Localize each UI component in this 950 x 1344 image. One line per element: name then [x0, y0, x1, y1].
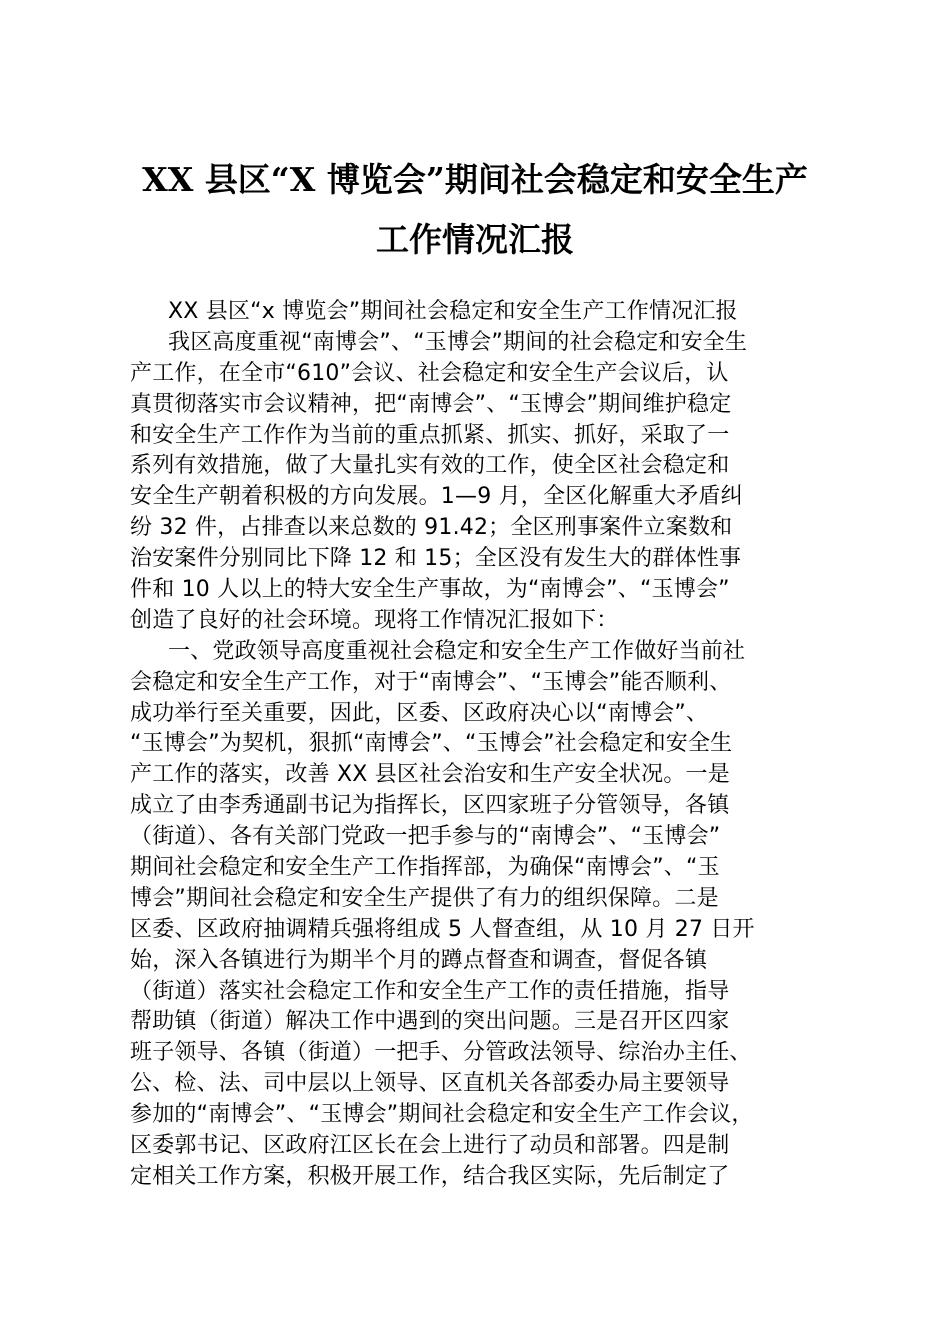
document-body — [130, 297, 830, 1193]
body-line: 件和 10 人以上的特大安全生产事故，为“南博会”、“玉博会” — [130, 577, 730, 603]
body-line: 一、党政领导高度重视社会稳定和安全生产工作做好当前社 — [168, 638, 746, 664]
body-line: 真贯彻落实市会议精神，把“南博会”、“玉博会”期间维护稳定 — [130, 391, 732, 417]
body-line: 和安全生产工作作为当前的重点抓紧、抓实、抓好，采取了一 — [130, 422, 730, 448]
document-title-line-2: 工作情况汇报 — [376, 220, 574, 259]
body-line: 班子领导、各镇（街道）一把手、分管政法领导、综治办主任、 — [130, 1040, 752, 1066]
body-line: 区委、区政府抽调精兵强将组成 5 人督查组，从 10 月 27 日开 — [130, 916, 755, 942]
body-line: 安全生产朝着积极的方向发展。1—9 月，全区化解重大矛盾纠 — [130, 484, 743, 510]
body-line: XX 县区“x 博览会”期间社会稳定和安全生产工作情况汇报 — [168, 299, 738, 324]
body-line: 参加的“南博会”、“玉博会”期间社会稳定和安全生产工作会议， — [130, 1102, 754, 1128]
body-line: 成立了由李秀通副书记为指挥长，区四家班子分管领导，各镇 — [130, 793, 730, 819]
body-line: 我区高度重视“南博会”、“玉博会”期间的社会稳定和安全生 — [168, 329, 748, 355]
body-line: （街道）落实社会稳定工作和安全生产工作的责任措施，指导 — [130, 978, 730, 1004]
body-line: 产工作的落实，改善 XX 县区社会治安和生产安全状况。一是 — [130, 762, 730, 788]
body-line: 系列有效措施，做了大量扎实有效的工作，使全区社会稳定和 — [130, 453, 730, 479]
body-line: 纷 32 件，占排查以来总数的 91.42；全区刑事案件立案数和 — [130, 515, 733, 541]
body-line: 定相关工作方案，积极开展工作，结合我区实际，先后制定了 — [130, 1163, 730, 1189]
body-line: 成功举行至关重要，因此，区委、区政府决心以“南博会”、 — [130, 700, 709, 726]
body-line: 期间社会稳定和安全生产工作指挥部，为确保“南博会”、“玉 — [130, 855, 720, 881]
body-line: 博会”期间社会稳定和安全生产提供了有力的组织保障。二是 — [130, 885, 719, 911]
body-line: 公、检、法、司中层以上领导、区直机关各部委办局主要领导 — [130, 1071, 730, 1097]
document-title-line-1: XX 县区“X 博览会”期间社会稳定和安全生产 — [142, 160, 808, 199]
body-line: 治安案件分别同比下降 12 和 15；全区没有发生大的群体性事 — [130, 546, 742, 572]
body-line: 区委郭书记、区政府江区长在会上进行了动员和部署。四是制 — [130, 1133, 730, 1159]
body-line: 产工作，在全市“610”会议、社会稳定和安全生产会议后，认 — [130, 360, 729, 386]
body-line: 会稳定和安全生产工作，对于“南博会”、“玉博会”能否顺利、 — [130, 669, 732, 695]
body-line: 帮助镇（街道）解决工作中遇到的突出问题。三是召开区四家 — [130, 1009, 730, 1035]
body-line: （街道）、各有关部门党政一把手参与的“南博会”、“玉博会” — [130, 824, 721, 850]
body-line: 创造了良好的社会环境。现将工作情况汇报如下： — [130, 607, 619, 633]
body-line: 始，深入各镇进行为期半个月的蹲点督查和调查，督促各镇 — [130, 947, 708, 973]
body-line: “玉博会”为契机，狠抓“南博会”、“玉博会”社会稳定和安全生 — [130, 731, 733, 757]
